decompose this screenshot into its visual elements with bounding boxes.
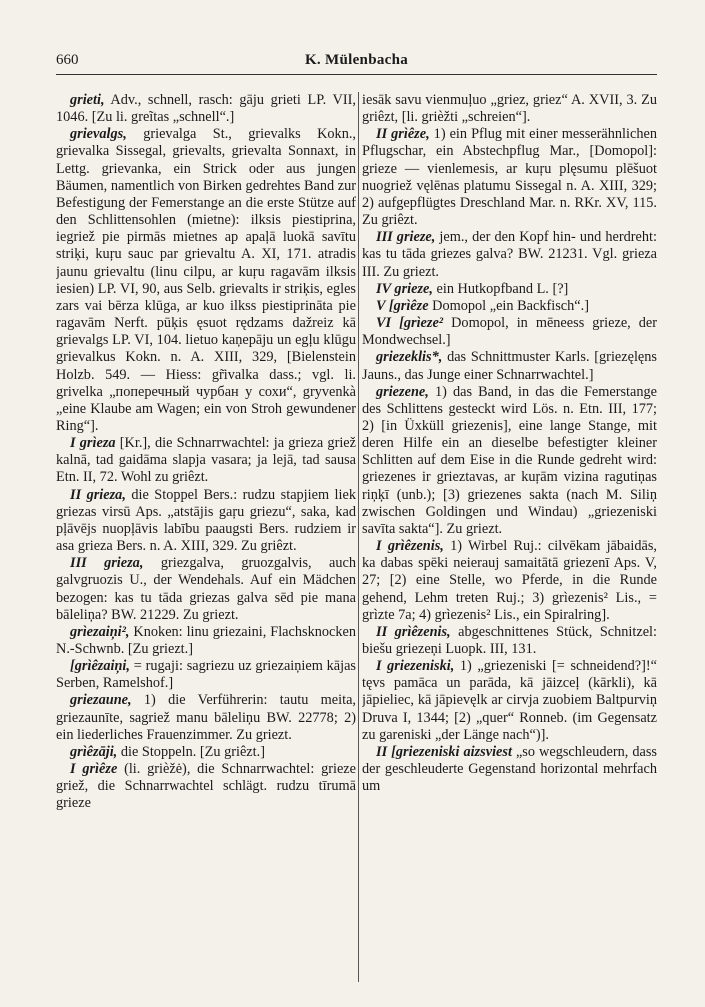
entry-text: [Kr.], die Schnarrwachtel: ja grieza griež kalnā, tad gaidāma slapja vasara; ja lejā, tad sausa Etn. II, 72. Wohl zu griêzt. (56, 435, 356, 486)
entry-text: Domopol „ein Backfisch“.] (432, 297, 589, 314)
dictionary-entry (362, 349, 657, 383)
dictionary-entry (362, 281, 657, 298)
entry-text: 1) ein Pflug mit einer messerähnlichen Pflugschar, ein Abstechpflug Mar., [Domopol]: grieze — vienlemesis, ar kuŗu plęsumu plēšuot nuogriež vęlēnas platumu Sissegal n. A. XIII, 329; 2) aufgepflügtes Dreschland Mar. n. RKr. XV, 115. Zu griêzt. (362, 126, 657, 229)
entry-text: 1) „griezeniski [= schneidend?]!“ tęvs pamāca un parāda, kā jāizceļ (kārkli), kā jāpieliec, kā jāpievęlk ar cirvja zuobiem Baltpurviņ Druva I, 1344; [2) „quer“ Ronneb. (im Gegensatz zu gareniski „der Länge nach“)]. (362, 658, 657, 743)
dictionary-entry (362, 384, 657, 538)
entry-text: Domopol, in mēneess grieze, der Mondwechsel.] (362, 315, 657, 349)
dictionary-entry (56, 692, 356, 743)
entry-text: das Schnittmuster Karls. [griezęlęns Jauns., das Junge einer Schnarrwachtel.] (362, 349, 657, 383)
entry-headword: III grieza, (70, 555, 144, 572)
entry-text: 1) das Band, in das die Femerstange des Schlittens gesteckt wird Lös. n. Etn. III, 177; 2) [in Üxküll griezenis], eine lange Stange, mit deren Hilfe ein an dieselbe befestigter kleiner Schlitten auf dem Eise in die Runde gedreht wird: griezenes ir grieztavas, ar kuŗām vizina ragutiņas riņķī (unb.); [3) griezenes sakta (nach M. Siliņ zwischen Goldingen und Windau) „griezeniski savīta sakta“]. Zu griezt. (362, 383, 657, 537)
entry-headword: I grìêze (70, 761, 118, 778)
entry-text: 1) Wirbel Ruj.: cilvēkam jābaidās, ka dabas spēki neierauj samaitātā griezenī Aps. V, 27; [2) eine Stelle, wo Pferde, in die Runde gehend, Lehm treten Ruj.; 3) grìezenis² Lis., = grìzte 7a; 4) grìezenis² Lis., ein Spiralring]. (362, 538, 657, 623)
entry-text: griezgalva, gruozgalvis, auch galvgruozis U., der Wendehals. Auf ein Mädchen bezogen: kas tu tāda griezas galva sēd pie mana bāleliņa? BW. 21229. Zu griezt. (56, 555, 356, 623)
entry-headword: II grìêzenis, (376, 623, 451, 640)
entry-text: 1) die Verführerin: tautu meita, griezaunīte, sagriež manu bāleliņu BW. 22778; 2) ein liederliches Frauenzimmer. Zu griezt. (56, 692, 356, 743)
entry-headword: VI [grìeze² (376, 315, 444, 332)
dictionary-entry (362, 538, 657, 624)
entry-headword: I grìeza (70, 435, 116, 452)
entry-text: ein Hutkopfband L. [?] (436, 280, 569, 297)
entry-text: die Stoppeln. [Zu griêzt.] (120, 743, 265, 760)
dictionary-entry (56, 555, 356, 624)
dictionary-entry-continued (362, 92, 657, 126)
entry-headword: IV grieze, (376, 280, 433, 297)
entry-headword: V [grìêze (376, 297, 429, 314)
header-rule (56, 74, 657, 75)
dictionary-entry (56, 92, 356, 126)
dictionary-entry (56, 761, 356, 812)
entry-headword: griezeklis*, (376, 349, 443, 366)
entry-headword: II [griezeniski aizsviest (376, 743, 512, 760)
page-number: 660 (56, 52, 79, 68)
dictionary-entry (362, 126, 657, 229)
entry-text: (li. grièžė), die Schnarrwachtel: grieze griež, die Schnarrwachtel schlägt. rudzu tīrumā grieze (56, 761, 356, 812)
column-divider (358, 92, 359, 982)
entry-headword: grìêzāji, (70, 743, 118, 760)
running-title: K. Mülenbacha (304, 52, 409, 68)
entry-headword: I griezeniski, (376, 658, 455, 675)
entry-text: Knoken: linu griezaini, Flachsknocken N.-Schwnb. [Zu griezt.] (56, 623, 356, 657)
dictionary-entry (362, 624, 657, 658)
entry-text: „so wegschleudern, dass der geschleuderte Gegenstand horizontal mehrfach um (362, 743, 657, 795)
entry-text: grievalga St., grievalks Kokn., grievalka Sissegal, grievalts, grievalta Sonnaxt, in Lettg. grievanka, ein Strick oder aus jungen Bäumen, namentlich von Birken gedrehtes Band zur Befestigung der Femerstange an die erste Stütze auf den Schlittensohlen (mietne): ilksis piestiprina, iegriež pie pirmās mietnes ap apaļā luokā savītu striķi, kuŗu sauc par grievaltu A. XI, 171. atradis jaunu grievaltu (linu cilpu, ar kuŗu ragavām ilksis iesien) LP. VI, 90, aus Selb. grievalts ir striķis, egles zars vai bērza klūga, ar kuo ilkss piestiprināta pie ragavām Nerft. pūķis ęsuot rędzams dažreiz kā grievalgs LP. VI, 104. lietuo kaņepāju un egļu klūgu grievalkus Kokn. n. A. XIII, 329, [Bielenstein Holzb. 549. — Hiess: gr̃ivalka dass.; vgl. li. grivelka „поперечный чурбан у сохи“, gryvenkà „eine Klaube am Wagen; ein von Stroh gewundener Ring“]. (56, 126, 356, 434)
page-header (56, 52, 657, 74)
entry-headword: II grieza, (70, 486, 126, 503)
entry-text: = rugaji: sagriezu uz griezaiņiem kājas Serben, Ramelshof.] (56, 658, 356, 692)
entry-text: iesāk savu vienmuļuo „griez, griez“ A. XVII, 3. Zu griêzt, [li. grièžti „schreien“]. (362, 92, 657, 126)
dictionary-entry (362, 315, 657, 349)
entry-headword: III grieze, (376, 229, 436, 246)
dictionary-entry (56, 126, 356, 435)
dictionary-entry (362, 658, 657, 744)
dictionary-entry (56, 487, 356, 556)
entry-text: Adv., schnell, rasch: gāju grieti LP. VII, 1046. [Zu li. greĩtas „schnell“.] (56, 92, 356, 126)
dictionary-entry (56, 658, 356, 692)
right-column (362, 92, 657, 982)
dictionary-entry (56, 435, 356, 486)
dictionary-entry (56, 624, 356, 658)
entry-headword: griezene, (376, 383, 429, 400)
dictionary-entry (56, 744, 356, 761)
dictionary-entry (362, 298, 657, 315)
left-column (56, 92, 356, 982)
entry-headword: griezaune, (70, 692, 132, 709)
entry-headword: I grìêzenis, (376, 538, 444, 555)
entry-headword: grievalgs, (70, 126, 127, 143)
entry-text: jem., der den Kopf hin- und herdreht: kas tu tāda griezes galva? BW. 21231. Vgl. grieza III. Zu griezt. (362, 229, 657, 280)
dictionary-entry (362, 744, 657, 795)
entry-headword: II grìêze, (376, 126, 430, 143)
entry-text: die Stoppel Bers.: rudzu stapjiem liek griezas virsū Aps. „atstājis gaŗu griezu“, saka, kad pļāvējs nuopļāvis labību paaugsti Bers. rudziem ir asa grieza Bers. n. A. XIII, 329. Zu griêzt. (56, 486, 356, 555)
entry-headword: grìezaiņi², (70, 623, 130, 640)
entry-headword: grieti, (70, 92, 105, 108)
dictionary-entry (362, 229, 657, 280)
entry-headword: [grìêzaiņi, (70, 658, 130, 675)
entry-text: abgeschnittenes Stück, Schnitzel: biešu griezeņi Luopk. III, 131. (362, 623, 657, 657)
